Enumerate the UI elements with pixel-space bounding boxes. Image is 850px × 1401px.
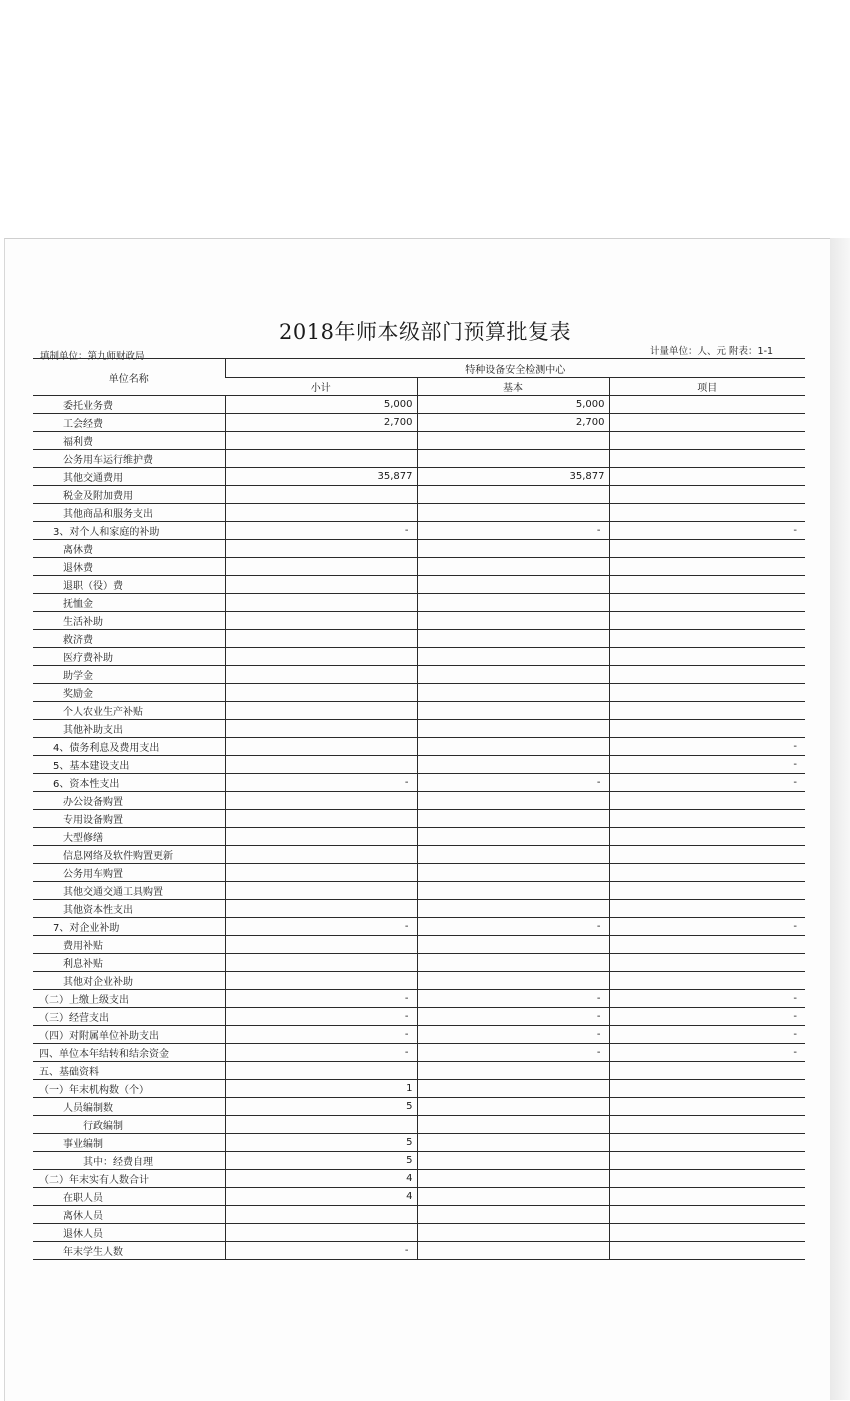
row-label: 利息补贴 <box>33 954 225 972</box>
row-label: 离休费 <box>33 540 225 558</box>
cell-project <box>609 810 805 828</box>
table-row <box>33 1080 805 1098</box>
cell-subtotal <box>225 594 417 612</box>
cell-project <box>609 1224 805 1242</box>
table-row <box>33 774 805 792</box>
cell-basic <box>417 630 609 648</box>
cell-project <box>609 1188 805 1206</box>
col-header-subtotal: 小计 <box>225 378 417 396</box>
table-row <box>33 558 805 576</box>
cell-basic <box>417 1080 609 1098</box>
cell-basic <box>417 828 609 846</box>
cell-project <box>609 540 805 558</box>
row-label: 5、基本建设支出 <box>33 756 225 774</box>
cell-subtotal: 4 <box>225 1170 417 1188</box>
table-row <box>33 990 805 1008</box>
cell-subtotal: 5 <box>225 1098 417 1116</box>
row-label: 3、对个人和家庭的补助 <box>33 522 225 540</box>
cell-basic <box>417 558 609 576</box>
cell-basic: - <box>417 990 609 1008</box>
row-label: 救济费 <box>33 630 225 648</box>
org-header: 特种设备安全检测中心 <box>225 359 805 378</box>
cell-project <box>609 468 805 486</box>
cell-subtotal: - <box>225 1044 417 1062</box>
cell-project <box>609 594 805 612</box>
cell-project <box>609 720 805 738</box>
cell-basic <box>417 432 609 450</box>
cell-subtotal <box>225 972 417 990</box>
row-label: 退职（役）费 <box>33 576 225 594</box>
cell-project <box>609 666 805 684</box>
row-label: 办公设备购置 <box>33 792 225 810</box>
table-header <box>33 359 805 396</box>
cell-basic: - <box>417 918 609 936</box>
cell-project <box>609 972 805 990</box>
table-row <box>33 810 805 828</box>
table-row <box>33 648 805 666</box>
cell-project <box>609 1170 805 1188</box>
table-row <box>33 522 805 540</box>
row-label: 年末学生人数 <box>33 1242 225 1260</box>
cell-subtotal <box>225 954 417 972</box>
cell-project <box>609 864 805 882</box>
cell-project <box>609 882 805 900</box>
cell-basic <box>417 738 609 756</box>
row-label: 4、债务利息及费用支出 <box>33 738 225 756</box>
table-row <box>33 1242 805 1260</box>
cell-subtotal <box>225 1116 417 1134</box>
cell-basic <box>417 1134 609 1152</box>
row-label: （一）年末机构数（个） <box>33 1080 225 1098</box>
cell-basic: 35,877 <box>417 468 609 486</box>
cell-basic <box>417 792 609 810</box>
cell-project <box>609 432 805 450</box>
cell-project: - <box>609 1044 805 1062</box>
row-label: 退休费 <box>33 558 225 576</box>
cell-subtotal: - <box>225 1242 417 1260</box>
cell-project <box>609 900 805 918</box>
row-label: 奖励金 <box>33 684 225 702</box>
cell-basic <box>417 450 609 468</box>
cell-subtotal <box>225 540 417 558</box>
col-header-basic: 基本 <box>417 378 609 396</box>
cell-subtotal: 5 <box>225 1152 417 1170</box>
cell-project <box>609 450 805 468</box>
cell-subtotal: - <box>225 990 417 1008</box>
cell-subtotal: - <box>225 1008 417 1026</box>
cell-basic <box>417 594 609 612</box>
cell-subtotal <box>225 882 417 900</box>
table-row <box>33 504 805 522</box>
cell-basic: 5,000 <box>417 396 609 414</box>
cell-basic: - <box>417 1044 609 1062</box>
table-row <box>33 486 805 504</box>
cell-basic <box>417 1206 609 1224</box>
cell-subtotal <box>225 432 417 450</box>
row-label: 行政编制 <box>33 1116 225 1134</box>
budget-table <box>33 358 805 1260</box>
table-row <box>33 594 805 612</box>
cell-basic <box>417 540 609 558</box>
cell-subtotal <box>225 666 417 684</box>
table-row <box>33 738 805 756</box>
table-row <box>33 1044 805 1062</box>
row-label: 费用补贴 <box>33 936 225 954</box>
cell-project <box>609 1098 805 1116</box>
cell-subtotal <box>225 900 417 918</box>
cell-basic <box>417 1188 609 1206</box>
cell-subtotal <box>225 612 417 630</box>
cell-subtotal: 5 <box>225 1134 417 1152</box>
row-label: （三）经营支出 <box>33 1008 225 1026</box>
cell-subtotal <box>225 828 417 846</box>
cell-project <box>609 648 805 666</box>
table-row <box>33 1098 805 1116</box>
cell-basic <box>417 846 609 864</box>
col-header-project: 项目 <box>609 378 805 396</box>
cell-project <box>609 792 805 810</box>
table-row <box>33 612 805 630</box>
cell-subtotal <box>225 684 417 702</box>
cell-basic <box>417 684 609 702</box>
cell-project: - <box>609 1026 805 1044</box>
table-row <box>33 702 805 720</box>
table-row <box>33 792 805 810</box>
cell-subtotal <box>225 504 417 522</box>
row-label: 五、基础资料 <box>33 1062 225 1080</box>
cell-subtotal: 1 <box>225 1080 417 1098</box>
cell-subtotal <box>225 576 417 594</box>
cell-subtotal: 2,700 <box>225 414 417 432</box>
row-label: 其他补助支出 <box>33 720 225 738</box>
cell-subtotal <box>225 864 417 882</box>
table-row <box>33 828 805 846</box>
cell-basic <box>417 936 609 954</box>
cell-project <box>609 936 805 954</box>
row-label: 其他对企业补助 <box>33 972 225 990</box>
cell-project: - <box>609 522 805 540</box>
cell-project <box>609 396 805 414</box>
cell-project <box>609 1242 805 1260</box>
cell-basic <box>417 720 609 738</box>
table-row <box>33 432 805 450</box>
cell-basic <box>417 666 609 684</box>
cell-subtotal <box>225 1224 417 1242</box>
cell-project <box>609 414 805 432</box>
cell-project: - <box>609 774 805 792</box>
cell-project <box>609 576 805 594</box>
table-row <box>33 882 805 900</box>
cell-subtotal: - <box>225 774 417 792</box>
row-label: 离休人员 <box>33 1206 225 1224</box>
row-label: （二）年末实有人数合计 <box>33 1170 225 1188</box>
cell-basic <box>417 756 609 774</box>
row-label: 税金及附加费用 <box>33 486 225 504</box>
row-label: 其他交通交通工具购置 <box>33 882 225 900</box>
cell-subtotal <box>225 738 417 756</box>
cell-basic <box>417 900 609 918</box>
table-row <box>33 1026 805 1044</box>
cell-basic <box>417 1224 609 1242</box>
row-label: 退休人员 <box>33 1224 225 1242</box>
cell-project: - <box>609 990 805 1008</box>
cell-subtotal <box>225 810 417 828</box>
row-label: 其他资本性支出 <box>33 900 225 918</box>
row-label: 事业编制 <box>33 1134 225 1152</box>
cell-basic <box>417 648 609 666</box>
table-row <box>33 396 805 414</box>
cell-project <box>609 954 805 972</box>
table-row <box>33 720 805 738</box>
cell-basic: 2,700 <box>417 414 609 432</box>
cell-subtotal: - <box>225 918 417 936</box>
table-row <box>33 756 805 774</box>
table-row <box>33 864 805 882</box>
scanner-edge <box>830 238 850 1400</box>
cell-basic: - <box>417 1008 609 1026</box>
row-label: 生活补助 <box>33 612 225 630</box>
cell-basic: - <box>417 522 609 540</box>
cell-basic <box>417 702 609 720</box>
cell-subtotal <box>225 630 417 648</box>
cell-basic <box>417 972 609 990</box>
cell-subtotal <box>225 756 417 774</box>
cell-project <box>609 1080 805 1098</box>
table-row <box>33 576 805 594</box>
table-row <box>33 540 805 558</box>
cell-project <box>609 1116 805 1134</box>
cell-basic <box>417 882 609 900</box>
row-label: 抚恤金 <box>33 594 225 612</box>
table-row <box>33 414 805 432</box>
cell-subtotal <box>225 648 417 666</box>
cell-basic <box>417 810 609 828</box>
cell-basic <box>417 1062 609 1080</box>
cell-subtotal: 5,000 <box>225 396 417 414</box>
row-label: 个人农业生产补贴 <box>33 702 225 720</box>
cell-project <box>609 612 805 630</box>
cell-basic <box>417 954 609 972</box>
page-title: 2018年师本级部门预算批复表 <box>279 320 571 344</box>
row-label: 助学金 <box>33 666 225 684</box>
cell-basic: - <box>417 1026 609 1044</box>
row-label: 7、对企业补助 <box>33 918 225 936</box>
table-row <box>33 1152 805 1170</box>
table-row <box>33 1206 805 1224</box>
cell-project <box>609 486 805 504</box>
table-row <box>33 846 805 864</box>
cell-subtotal <box>225 720 417 738</box>
cell-basic <box>417 612 609 630</box>
row-label: 公务用车购置 <box>33 864 225 882</box>
cell-subtotal: - <box>225 522 417 540</box>
cell-basic <box>417 1098 609 1116</box>
table-row <box>33 900 805 918</box>
row-label: 大型修缮 <box>33 828 225 846</box>
cell-subtotal <box>225 558 417 576</box>
cell-basic <box>417 864 609 882</box>
cell-project <box>609 846 805 864</box>
cell-subtotal: 4 <box>225 1188 417 1206</box>
cell-subtotal <box>225 702 417 720</box>
row-label: 委托业务费 <box>33 396 225 414</box>
table-row <box>33 972 805 990</box>
row-label: 其中：经费自理 <box>33 1152 225 1170</box>
cell-subtotal <box>225 936 417 954</box>
cell-project: - <box>609 1008 805 1026</box>
row-label: 在职人员 <box>33 1188 225 1206</box>
table-row <box>33 630 805 648</box>
row-label: 福利费 <box>33 432 225 450</box>
row-label: 其他商品和服务支出 <box>33 504 225 522</box>
row-label: 工会经费 <box>33 414 225 432</box>
cell-project: - <box>609 918 805 936</box>
cell-subtotal <box>225 1062 417 1080</box>
cell-subtotal: - <box>225 1026 417 1044</box>
cell-project <box>609 684 805 702</box>
cell-subtotal <box>225 846 417 864</box>
table-row <box>33 666 805 684</box>
cell-subtotal <box>225 486 417 504</box>
table-row <box>33 1116 805 1134</box>
cell-project <box>609 1152 805 1170</box>
table-row <box>33 1062 805 1080</box>
table-row <box>33 936 805 954</box>
row-label: （四）对附属单位补助支出 <box>33 1026 225 1044</box>
row-label: 信息网络及软件购置更新 <box>33 846 225 864</box>
row-label: （二）上缴上级支出 <box>33 990 225 1008</box>
table-body <box>33 396 805 1260</box>
table-row <box>33 684 805 702</box>
cell-project <box>609 1206 805 1224</box>
row-label: 专用设备购置 <box>33 810 225 828</box>
table-row <box>33 918 805 936</box>
cell-project: - <box>609 738 805 756</box>
row-label: 公务用车运行维护费 <box>33 450 225 468</box>
cell-subtotal <box>225 450 417 468</box>
cell-project <box>609 1134 805 1152</box>
cell-basic <box>417 576 609 594</box>
unit-info: 计量单位：人、元 附表：1-1 <box>650 346 774 357</box>
row-label: 医疗费补助 <box>33 648 225 666</box>
table-row <box>33 468 805 486</box>
cell-basic <box>417 504 609 522</box>
table-row <box>33 1008 805 1026</box>
cell-basic <box>417 486 609 504</box>
cell-basic: - <box>417 774 609 792</box>
cell-project: - <box>609 756 805 774</box>
cell-project <box>609 828 805 846</box>
cell-project <box>609 630 805 648</box>
row-label: 6、资本性支出 <box>33 774 225 792</box>
table-row <box>33 450 805 468</box>
cell-basic <box>417 1116 609 1134</box>
unit-name-header: 单位名称 <box>33 359 225 396</box>
table-row <box>33 1170 805 1188</box>
cell-project <box>609 504 805 522</box>
cell-project <box>609 1062 805 1080</box>
cell-subtotal <box>225 1206 417 1224</box>
cell-basic <box>417 1242 609 1260</box>
cell-subtotal <box>225 792 417 810</box>
cell-project <box>609 558 805 576</box>
cell-basic <box>417 1152 609 1170</box>
cell-subtotal: 35,877 <box>225 468 417 486</box>
table-row <box>33 1188 805 1206</box>
row-label: 人员编制数 <box>33 1098 225 1116</box>
cell-basic <box>417 1170 609 1188</box>
table-row <box>33 1224 805 1242</box>
row-label: 其他交通费用 <box>33 468 225 486</box>
row-label: 四、单位本年结转和结余资金 <box>33 1044 225 1062</box>
filler-unit: 填制单位：第九师财政局 <box>40 351 145 362</box>
table-row <box>33 1134 805 1152</box>
table-row <box>33 954 805 972</box>
cell-project <box>609 702 805 720</box>
